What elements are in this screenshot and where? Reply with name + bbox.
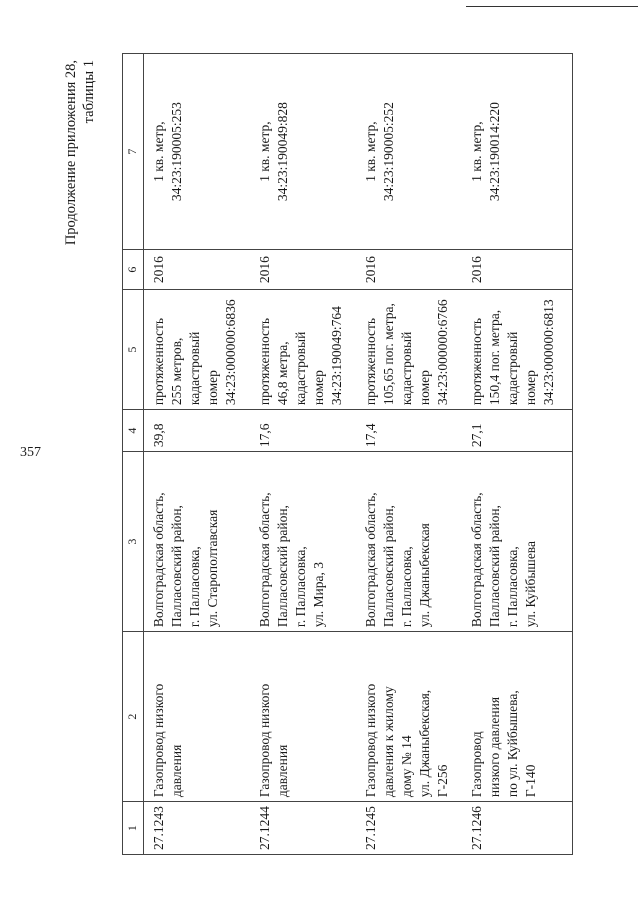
row-id-cell: 27.1246 bbox=[462, 802, 573, 855]
object-name-cell-line: давления bbox=[169, 744, 184, 798]
address-cell-line: Палласовский район, bbox=[275, 505, 290, 628]
object-name-cell-line: низкого давления bbox=[487, 696, 502, 798]
object-name-cell bbox=[144, 632, 251, 802]
description-cell-line: номер bbox=[311, 370, 326, 406]
description-cell-line: протяженность bbox=[257, 317, 272, 406]
column-number: 3 bbox=[123, 452, 144, 632]
table-body bbox=[123, 54, 573, 855]
property-table bbox=[122, 53, 573, 855]
description-cell-line: 255 метров, bbox=[169, 337, 184, 406]
address-cell-line: Волгоградская область, bbox=[151, 492, 166, 628]
column-number: 2 bbox=[123, 632, 144, 802]
object-name-cell-line: давления bbox=[275, 744, 290, 798]
row-id-cell: 27.1244 bbox=[250, 802, 356, 855]
note-cell bbox=[356, 54, 462, 250]
address-cell-line: г. Палласовка, bbox=[399, 546, 414, 628]
note-cell-line: 1 кв. метр, bbox=[363, 121, 378, 182]
note-cell bbox=[250, 54, 356, 250]
address-cell-line: г. Палласовка, bbox=[293, 546, 308, 628]
description-cell-line: протяженность bbox=[151, 317, 166, 406]
object-name-cell-line: давления к жилому bbox=[381, 686, 396, 798]
address-cell-line: Палласовский район, bbox=[487, 505, 502, 628]
description-cell-line: 34:23:000000:6766 bbox=[435, 299, 450, 406]
address-cell bbox=[144, 452, 251, 632]
value-cell: 27,1 bbox=[462, 410, 573, 452]
year-cell: 2016 bbox=[250, 250, 356, 290]
year-cell: 2016 bbox=[356, 250, 462, 290]
object-name-cell-line: дому № 14 bbox=[399, 735, 414, 798]
address-cell-line: ул. Старополтавская bbox=[205, 509, 220, 628]
year-cell: 2016 bbox=[462, 250, 573, 290]
value-cell: 17,4 bbox=[356, 410, 462, 452]
note-cell-line: 1 кв. метр, bbox=[151, 121, 166, 182]
address-cell bbox=[356, 452, 462, 632]
note-cell-line: 34:23:190005:252 bbox=[381, 102, 396, 202]
description-cell bbox=[250, 290, 356, 410]
note-cell-line: 34:23:190014:220 bbox=[487, 102, 502, 202]
column-number: 4 bbox=[123, 410, 144, 452]
object-name-cell-line: Газопровод низкого bbox=[363, 683, 378, 798]
object-name-cell bbox=[462, 632, 573, 802]
note-cell bbox=[462, 54, 573, 250]
note-cell-line: 34:23:190005:253 bbox=[169, 102, 184, 202]
value-cell: 39,8 bbox=[144, 410, 251, 452]
address-cell bbox=[250, 452, 356, 632]
heading-line-1: Продолжение приложения 28, bbox=[63, 60, 79, 246]
description-cell-line: 34:23:000000:6836 bbox=[223, 299, 238, 406]
object-name-cell-line: Г-140 bbox=[523, 764, 538, 798]
address-cell-line: ул. Мира, 3 bbox=[311, 562, 326, 628]
object-name-cell bbox=[250, 632, 356, 802]
address-cell-line: г. Палласовка, bbox=[505, 546, 520, 628]
column-number: 7 bbox=[123, 54, 144, 250]
object-name-cell-line: по ул. Куйбышева, bbox=[505, 690, 520, 798]
description-cell-line: номер bbox=[417, 370, 432, 406]
address-cell-line: Палласовский район, bbox=[381, 505, 396, 628]
row-id-cell: 27.1243 bbox=[144, 802, 251, 855]
note-cell-line: 1 кв. метр, bbox=[469, 121, 484, 182]
column-number-row bbox=[123, 54, 144, 855]
object-name-cell-line: Г-256 bbox=[435, 764, 450, 798]
description-cell bbox=[356, 290, 462, 410]
address-cell-line: ул. Джаныбекская bbox=[417, 523, 432, 628]
description-cell-line: 34:23:000000:6813 bbox=[541, 299, 556, 406]
address-cell-line: г. Палласовка, bbox=[187, 546, 202, 628]
address-cell-line: Волгоградская область, bbox=[363, 492, 378, 628]
description-cell-line: номер bbox=[523, 370, 538, 406]
value-cell: 17,6 bbox=[250, 410, 356, 452]
table-heading bbox=[62, 60, 98, 310]
address-cell-line: Волгоградская область, bbox=[469, 492, 484, 628]
description-cell-line: номер bbox=[205, 370, 220, 406]
table-row bbox=[144, 54, 251, 855]
description-cell-line: кадастровый bbox=[187, 331, 202, 406]
heading-line-2: таблицы 1 bbox=[81, 60, 97, 124]
object-name-cell-line: ул. Джаныбекская, bbox=[417, 689, 432, 798]
description-cell bbox=[144, 290, 251, 410]
address-cell-line: Волгоградская область, bbox=[257, 492, 272, 628]
column-number: 5 bbox=[123, 290, 144, 410]
description-cell-line: 46,8 метра, bbox=[275, 341, 290, 406]
address-cell bbox=[462, 452, 573, 632]
page-number: 357 bbox=[20, 445, 41, 460]
note-cell-line: 1 кв. метр, bbox=[257, 121, 272, 182]
object-name-cell-line: Газопровод низкого bbox=[257, 683, 272, 798]
description-cell-line: протяженность bbox=[363, 317, 378, 406]
object-name-cell-line: Газопровод bbox=[469, 731, 484, 798]
table-row bbox=[250, 54, 356, 855]
description-cell-line: кадастровый bbox=[505, 331, 520, 406]
address-cell-line: ул. Куйбышева bbox=[523, 541, 538, 628]
note-cell bbox=[144, 54, 251, 250]
column-number: 1 bbox=[123, 802, 144, 855]
note-cell-line: 34:23:190049:828 bbox=[275, 102, 290, 202]
table-row bbox=[356, 54, 462, 855]
table-row bbox=[462, 54, 573, 855]
object-name-cell-line: Газопровод низкого bbox=[151, 683, 166, 798]
description-cell-line: 105,65 пог. метра, bbox=[381, 303, 396, 406]
row-id-cell: 27.1245 bbox=[356, 802, 462, 855]
description-cell-line: кадастровый bbox=[399, 331, 414, 406]
year-cell: 2016 bbox=[144, 250, 251, 290]
description-cell bbox=[462, 290, 573, 410]
object-name-cell bbox=[356, 632, 462, 802]
description-cell-line: кадастровый bbox=[293, 331, 308, 406]
address-cell-line: Палласовский район, bbox=[169, 505, 184, 628]
column-number: 6 bbox=[123, 250, 144, 290]
description-cell-line: протяженность bbox=[469, 317, 484, 406]
description-cell-line: 34:23:190049:764 bbox=[329, 306, 344, 406]
description-cell-line: 150,4 пог. метра, bbox=[487, 309, 502, 406]
